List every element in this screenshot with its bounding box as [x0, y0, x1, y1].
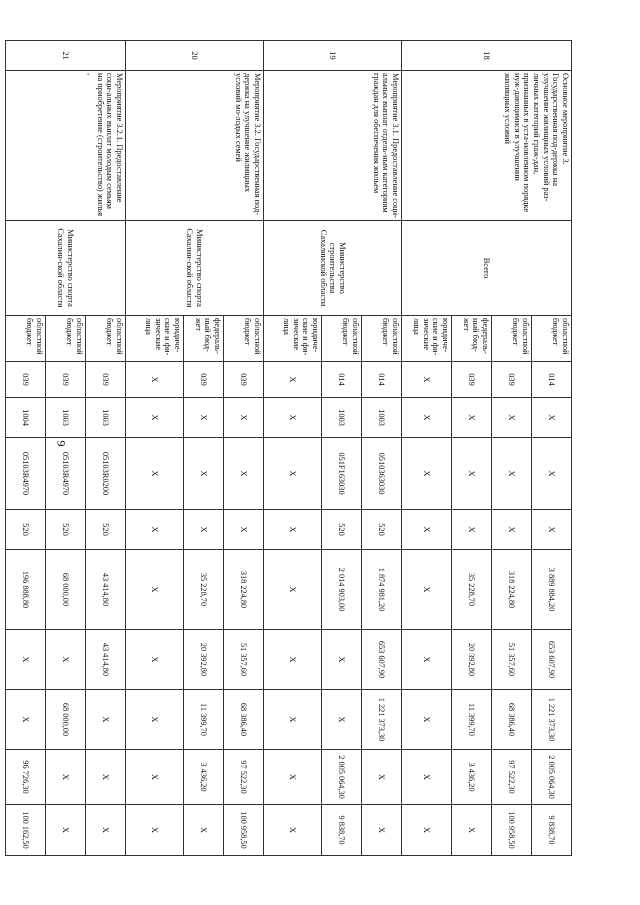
row-number-cell: 18 — [402, 41, 572, 71]
csr-cell: X — [452, 438, 492, 510]
y3-cell: 3 436,20 — [452, 750, 492, 805]
y2-cell: 11 399,70 — [184, 690, 224, 750]
vr-cell: 520 — [6, 510, 46, 550]
src-cell: юридиче-ские и фи-зические лица — [402, 316, 452, 362]
executor-cell: Министерство спорта Сахалин-ской области — [6, 221, 126, 316]
y4-cell: X — [362, 805, 402, 856]
csr-cell: X — [264, 438, 322, 510]
total-cell: X — [264, 550, 322, 630]
total-cell: 318 224,80 — [224, 550, 264, 630]
grbs-cell: 039 — [452, 362, 492, 398]
grbs-cell: 014 — [532, 362, 572, 398]
total-cell: 1 874 981,20 — [362, 550, 402, 630]
y3-cell: 3 436,20 — [184, 750, 224, 805]
vr-cell: 520 — [322, 510, 362, 550]
vr-cell: X — [402, 510, 452, 550]
y4-cell: 100 162,50 — [6, 805, 46, 856]
vr-cell: 520 — [362, 510, 402, 550]
vr-cell: X — [532, 510, 572, 550]
y2-cell: 1 221 373,30 — [362, 690, 402, 750]
src-cell: областной бюджет — [86, 316, 126, 362]
y1-cell: 653 607,90 — [362, 630, 402, 690]
y2-cell: 1 221 373,30 — [532, 690, 572, 750]
y4-cell: X — [126, 805, 184, 856]
grbs-cell: 014 — [362, 362, 402, 398]
y2-cell: X — [126, 690, 184, 750]
grbs-cell: 014 — [322, 362, 362, 398]
y1-cell: X — [264, 630, 322, 690]
vr-cell: X — [264, 510, 322, 550]
grbs-cell: X — [402, 362, 452, 398]
csr-cell: X — [126, 438, 184, 510]
rz-cell: X — [532, 398, 572, 438]
y4-cell: X — [184, 805, 224, 856]
table-row — [362, 41, 402, 856]
y3-cell: X — [86, 750, 126, 805]
src-cell: федераль-ный бюд-жет — [184, 316, 224, 362]
y3-cell: X — [126, 750, 184, 805]
executor-cell: Министерство спорта Сахалин-ской области — [126, 221, 264, 316]
grbs-cell: 039 — [492, 362, 532, 398]
csr-cell: 05103R4970 — [46, 438, 86, 510]
vr-cell: X — [492, 510, 532, 550]
vr-cell: X — [126, 510, 184, 550]
grbs-cell: 039 — [6, 362, 46, 398]
rz-cell: 1003 — [322, 398, 362, 438]
y2-cell: 68 386,40 — [492, 690, 532, 750]
y3-cell: 97 522,30 — [492, 750, 532, 805]
y2-cell: 68 000,00 — [46, 690, 86, 750]
csr-cell: 05103R4970 — [6, 438, 46, 510]
y3-cell: 2 005 064,30 — [532, 750, 572, 805]
y2-cell: 68 386,40 — [224, 690, 264, 750]
budget-table — [5, 40, 572, 856]
rz-cell: X — [402, 398, 452, 438]
y1-cell: 51 357,60 — [224, 630, 264, 690]
vr-cell: X — [184, 510, 224, 550]
total-cell: 3 889 884,20 — [532, 550, 572, 630]
csr-cell: 051F163030 — [322, 438, 362, 510]
measure-name-cell: Мероприятие 3.2. Государственная под-держка на улучшение жилищных условий мо-лодых семей — [126, 71, 264, 221]
y4-cell: 9 838,70 — [532, 805, 572, 856]
csr-cell: X — [184, 438, 224, 510]
y2-cell: X — [6, 690, 46, 750]
y2-cell: 11 399,70 — [452, 690, 492, 750]
y1-cell: X — [6, 630, 46, 690]
rz-cell: 1004 — [6, 398, 46, 438]
src-cell: областной бюджет — [46, 316, 86, 362]
rz-cell: X — [224, 398, 264, 438]
y4-cell: 100 958,50 — [224, 805, 264, 856]
table-row — [86, 41, 126, 856]
row-number-cell: 20 — [126, 41, 264, 71]
y1-cell: 20 392,80 — [184, 630, 224, 690]
executor-cell: Министерство строительства Сахалинской области — [264, 221, 402, 316]
y1-cell: 653 607,90 — [532, 630, 572, 690]
y1-cell: 43 414,80 — [86, 630, 126, 690]
y4-cell: X — [46, 805, 86, 856]
y1-cell: X — [46, 630, 86, 690]
rz-cell: X — [184, 398, 224, 438]
rz-cell: 1003 — [86, 398, 126, 438]
rz-cell: X — [452, 398, 492, 438]
csr-cell: X — [532, 438, 572, 510]
y4-cell: X — [86, 805, 126, 856]
total-cell: 68 000,00 — [46, 550, 86, 630]
src-cell: областной бюджет — [532, 316, 572, 362]
y3-cell: X — [46, 750, 86, 805]
src-cell: областной бюджет — [362, 316, 402, 362]
table-body — [6, 41, 572, 856]
row-number-cell: 21 — [6, 41, 126, 71]
rz-cell: 1003 — [362, 398, 402, 438]
y1-cell: X — [126, 630, 184, 690]
y3-cell: X — [362, 750, 402, 805]
rz-cell: 1003 — [46, 398, 86, 438]
vr-cell: X — [224, 510, 264, 550]
grbs-cell: 039 — [46, 362, 86, 398]
y1-cell: X — [322, 630, 362, 690]
src-cell: областной бюджет — [6, 316, 46, 362]
grbs-cell: 039 — [184, 362, 224, 398]
src-cell: юридиче-ские и фи-зические лица — [126, 316, 184, 362]
src-cell: областной бюджет — [492, 316, 532, 362]
src-cell: областной бюджет — [224, 316, 264, 362]
y4-cell: 100 958,50 — [492, 805, 532, 856]
y4-cell: X — [452, 805, 492, 856]
grbs-cell: X — [264, 362, 322, 398]
vr-cell: 520 — [86, 510, 126, 550]
vr-cell: X — [452, 510, 492, 550]
vr-cell: 520 — [46, 510, 86, 550]
measure-name-cell: Мероприятие 3.2.1. Предоставление соци-альных выплат молодым семьям на приобретение (строительство) жилья , — [6, 71, 126, 221]
y2-cell: X — [86, 690, 126, 750]
y4-cell: 9 838,70 — [322, 805, 362, 856]
csr-cell: 05103R0200 — [86, 438, 126, 510]
measure-name-cell: Основное мероприятие 3. Государственная под-держка на улучшение жилищных условий раз-личных категорий граж-дан, признанных в уста-новленном порядке нуж-дающимися в улучшении жилищных условий — [402, 71, 572, 221]
table-row — [532, 41, 572, 856]
csr-cell: X — [492, 438, 532, 510]
table-row — [224, 41, 264, 856]
grbs-cell: X — [126, 362, 184, 398]
src-cell: федераль-ный бюд-жет — [452, 316, 492, 362]
rz-cell: X — [492, 398, 532, 438]
total-cell: X — [126, 550, 184, 630]
total-cell: X — [402, 550, 452, 630]
y1-cell: 20 392,80 — [452, 630, 492, 690]
y1-cell: 51 357,60 — [492, 630, 532, 690]
total-cell: 318 224,80 — [492, 550, 532, 630]
measure-name-cell: Мероприятие 3.1. Предоставление соци-альных выплат отдель-ным категориям граждан для обеспечения жильем — [264, 71, 402, 221]
y3-cell: X — [402, 750, 452, 805]
total-cell: 196 888,80 — [6, 550, 46, 630]
y3-cell: 2 005 064,30 — [322, 750, 362, 805]
grbs-cell: 039 — [224, 362, 264, 398]
src-cell: областной бюджет — [322, 316, 362, 362]
total-cell: 2 014 903,00 — [322, 550, 362, 630]
rotated-table-page — [21, 40, 572, 855]
y2-cell: X — [322, 690, 362, 750]
y3-cell: 97 522,30 — [224, 750, 264, 805]
rz-cell: X — [264, 398, 322, 438]
y2-cell: X — [264, 690, 322, 750]
total-cell: 35 228,70 — [184, 550, 224, 630]
y4-cell: X — [264, 805, 322, 856]
csr-cell: 0510363030 — [362, 438, 402, 510]
row-number-cell: 19 — [264, 41, 402, 71]
page-number: 9 — [54, 440, 69, 447]
y1-cell: X — [402, 630, 452, 690]
y3-cell: X — [264, 750, 322, 805]
y3-cell: 96 726,30 — [6, 750, 46, 805]
csr-cell: X — [402, 438, 452, 510]
y4-cell: X — [402, 805, 452, 856]
total-cell: 35 228,70 — [452, 550, 492, 630]
csr-cell: X — [224, 438, 264, 510]
y2-cell: X — [402, 690, 452, 750]
src-cell: юридиче-ские и фи-зические лица — [264, 316, 322, 362]
total-cell: 43 414,80 — [86, 550, 126, 630]
rz-cell: X — [126, 398, 184, 438]
grbs-cell: 039 — [86, 362, 126, 398]
executor-cell: Всего — [402, 221, 572, 316]
